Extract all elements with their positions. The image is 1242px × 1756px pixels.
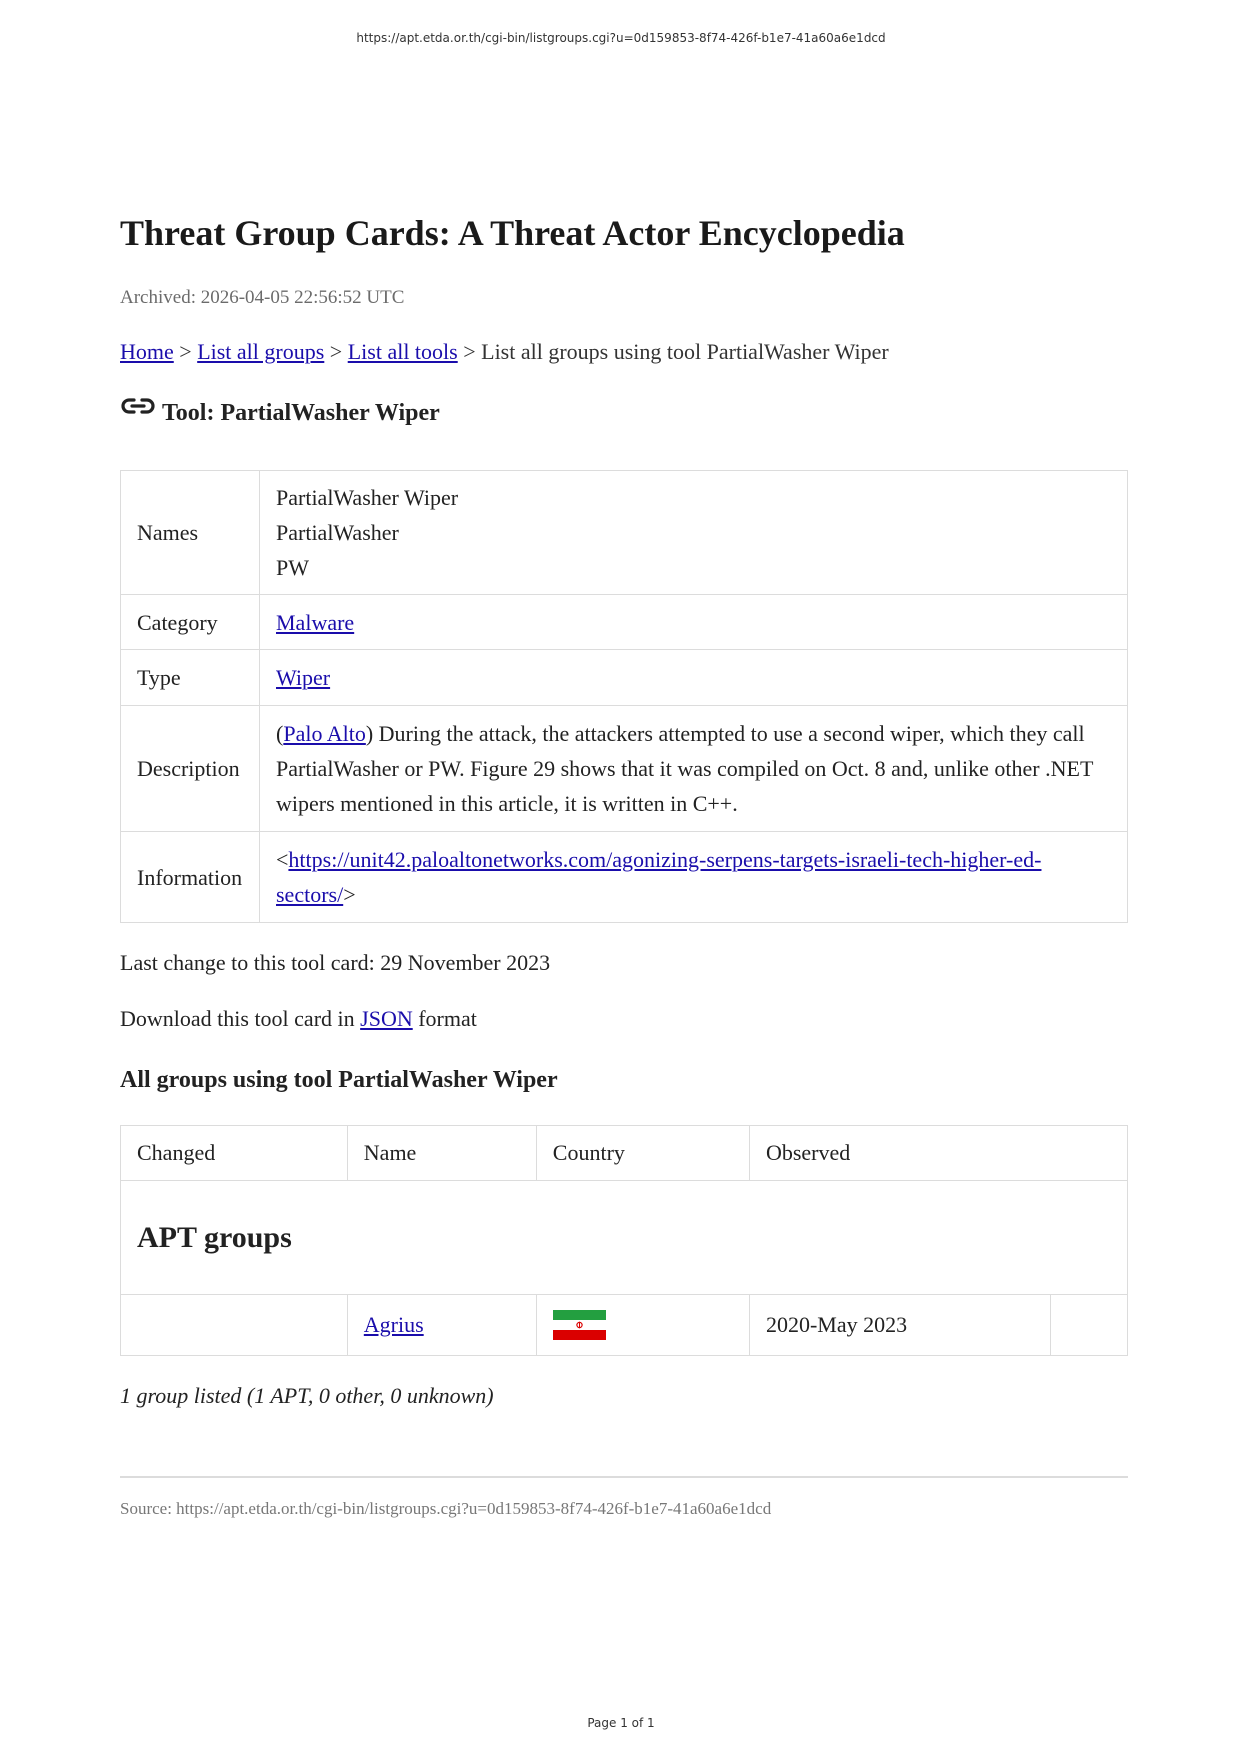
information-label: Information [121,832,260,923]
groups-table [120,1125,1128,1356]
information-value [260,832,1128,923]
description-label: Description [121,706,260,832]
breadcrumb-current: > List all groups using tool PartialWasher Wiper [457,339,889,364]
column-header-observed: Observed [749,1126,1127,1181]
name-entry: PartialWasher [276,520,399,545]
column-header-country: Country [536,1126,749,1181]
page-header-url: https://apt.etda.or.th/cgi-bin/listgroups.cgi?u=0d159853-8f74-426f-b1e7-41a60a6e1dcd [356,31,886,45]
footer-divider [120,1476,1128,1478]
row-empty-cell [1051,1295,1128,1356]
page-title: Threat Group Cards: A Threat Actor Encyclopedia [120,213,905,253]
description-open-paren: ( [276,721,284,746]
category-value [260,595,1128,650]
download-prefix: Download this tool card in [120,1006,361,1031]
breadcrumb-separator: > [173,339,198,364]
table-row [121,1295,1128,1356]
category-row [121,595,1128,650]
names-label: Names [121,471,260,595]
information-open: < [276,847,289,872]
names-value [260,471,1128,595]
last-change-text: Last change to this tool card: 29 November 2023 [120,950,551,975]
apt-section-title: APT groups [121,1181,1128,1295]
row-name [347,1295,536,1356]
group-link-agrius[interactable]: Agrius [363,1312,424,1337]
breadcrumb-list-groups-link[interactable]: List all groups [197,339,325,364]
row-country [536,1295,749,1356]
category-label: Category [121,595,260,650]
type-value [260,650,1128,706]
archived-timestamp: Archived: 2026-04-05 22:56:52 UTC [120,287,405,308]
group-count-summary: 1 group listed (1 APT, 0 other, 0 unknown) [120,1383,494,1408]
description-text: ) During the attack, the attackers attempted to use a second wiper, which they call PartialWasher or PW. Figure 29 shows that it was compiled on Oct. 8 and, unlike other .NET wipers mentioned in this article, it is written in C++. [276,721,1093,816]
description-row [121,706,1128,832]
name-entry: PartialWasher Wiper [276,485,459,510]
type-link[interactable]: Wiper [276,665,331,690]
link-icon [120,394,156,420]
groups-heading: All groups using tool PartialWasher Wiper [120,1067,558,1093]
row-observed: 2020-May 2023 [749,1295,1050,1356]
information-row [121,832,1128,923]
breadcrumb-separator: > [324,339,348,364]
type-label: Type [121,650,260,706]
row-changed [121,1295,348,1356]
tool-info-table [120,470,1128,923]
name-entry: PW [276,555,309,580]
tool-heading [120,400,440,427]
breadcrumb-list-tools-link[interactable]: List all tools [347,339,458,364]
description-source-link[interactable]: Palo Alto [283,721,366,746]
names-row [121,471,1128,595]
iran-flag-icon [553,1310,606,1340]
download-suffix: format [412,1006,477,1031]
download-line [120,1006,477,1032]
type-row [121,650,1128,706]
information-link[interactable]: https://unit42.paloaltonetworks.com/agonizing-serpens-targets-israeli-tech-higher-ed-sectors/ [276,847,1042,907]
information-close: > [343,882,356,907]
page-number: Page 1 of 1 [587,1716,655,1730]
tool-heading-text: Tool: PartialWasher Wiper [162,400,440,426]
apt-section-row [121,1181,1128,1295]
json-download-link[interactable]: JSON [360,1006,413,1031]
breadcrumb [120,339,889,365]
column-header-name: Name [347,1126,536,1181]
groups-header-row [121,1126,1128,1181]
column-header-changed: Changed [121,1126,348,1181]
breadcrumb-home-link[interactable]: Home [120,339,174,364]
source-url: Source: https://apt.etda.or.th/cgi-bin/listgroups.cgi?u=0d159853-8f74-426f-b1e7-41a60a6e1dcd [120,1499,772,1518]
category-link[interactable]: Malware [276,609,355,635]
description-value [260,706,1128,832]
